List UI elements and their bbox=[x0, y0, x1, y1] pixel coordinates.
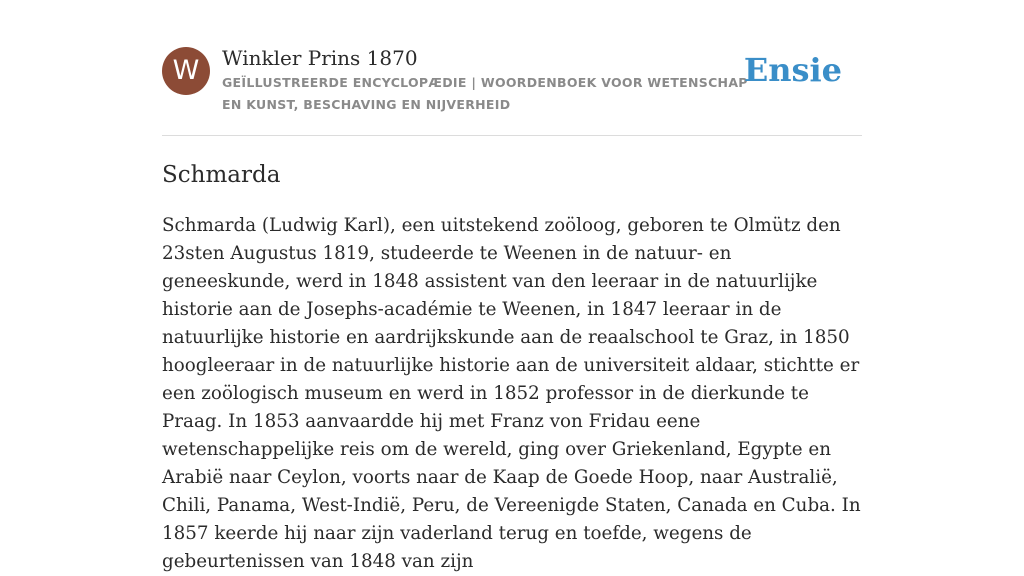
entry-title: Schmarda bbox=[162, 162, 281, 188]
source-header bbox=[162, 44, 862, 136]
source-info bbox=[222, 44, 752, 116]
source-subtitle: GEÏLLUSTREERDE ENCYCLOPÆDIE | WOORDENBOEK VOOR WETENSCHAP EN KUNST, BESCHAVING EN NIJVERHEID bbox=[222, 75, 748, 112]
source-avatar[interactable]: W bbox=[162, 47, 210, 95]
source-title[interactable]: Winkler Prins 1870 bbox=[222, 46, 418, 70]
ensie-logo[interactable]: Ensie bbox=[743, 51, 842, 89]
entry-body: Schmarda (Ludwig Karl), een uitstekend zoöloog, geboren te Olmütz den 23sten Augustus 1819, studeerde te Weenen in de natuur- en geneeskunde, werd in 1848 assistent van den leeraar in de natuurlijke historie aan de Josephs-académie te Weenen, in 1847 leeraar in de natuurlijke historie en aardrijkskunde aan de reaalschool te Graz, in 1850 hoogleeraar in de natuurlijke historie aan de universiteit aldaar, stichtte er een zoölogisch museum en werd in 1852 professor in de dierkunde te Praag. In 1853 aanvaardde hij met Franz von Fridau eene wetenschappelijke reis om de wereld, ging over Griekenland, Egypte en Arabië naar Ceylon, voorts naar de Kaap de Goede Hoop, naar Australië, Chili, Panama, West-Indië, Peru, de Vereenigde Staten, Canada en Cuba. In 1857 keerde hij naar zijn vaderland terug en toefde, wegens de gebeurtenissen van 1848 van zijn bbox=[162, 215, 861, 572]
